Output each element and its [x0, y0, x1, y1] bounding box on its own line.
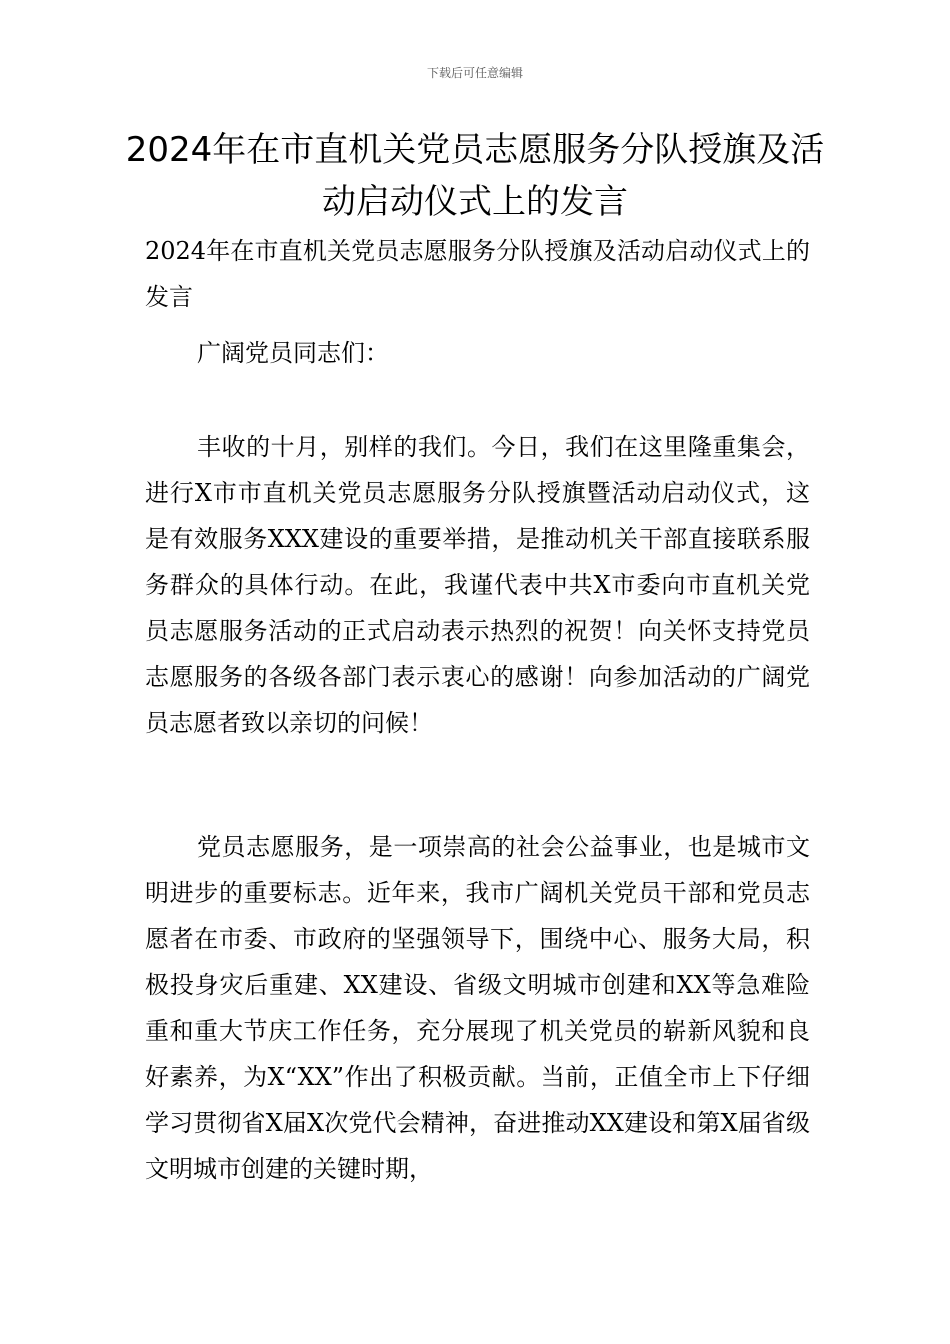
document-subtitle: 2024年在市直机关党员志愿服务分队授旗及活动启动仪式上的发言 [145, 237, 810, 311]
document-title: 2024年在市直机关党员志愿服务分队授旗及活动启动仪式上的发言 [125, 130, 825, 222]
header-note: 下载后可任意编辑 [426, 66, 523, 80]
paragraph-1: 丰收的十月，别样的我们。今日，我们在这里隆重集会，进行X市市直机关党员志愿服务分队授旗暨活动启动仪式，这是有效服务XXX建设的重要举措，是推动机关干部直接联系服务群众的具体行动。在此，我谨代表中共X市委向市直机关党员志愿服务活动的正式启动表示热烈的祝贺！向关怀支持党员志愿服务的各级各部门表示衷心的感谢！向参加活动的广阔党员志愿者致以亲切的问候！ [145, 433, 810, 737]
greeting: 广阔党员同志们： [197, 339, 389, 367]
paragraph-2: 党员志愿服务，是一项崇高的社会公益事业，也是城市文明进步的重要标志。近年来，我市广阔机关党员干部和党员志愿者在市委、市政府的坚强领导下，围绕中心、服务大局，积极投身灾后重建、XX建设、省级文明城市创建和XX等急难险重和重大节庆工作任务，充分展现了机关党员的崭新风貌和良好素养，为X“XX”作出了积极贡献。当前，正值全市上下仔细学习贯彻省X届X次党代会精神，奋进推动XX建设和第X届省级文明城市创建的关键时期， [145, 833, 810, 1183]
